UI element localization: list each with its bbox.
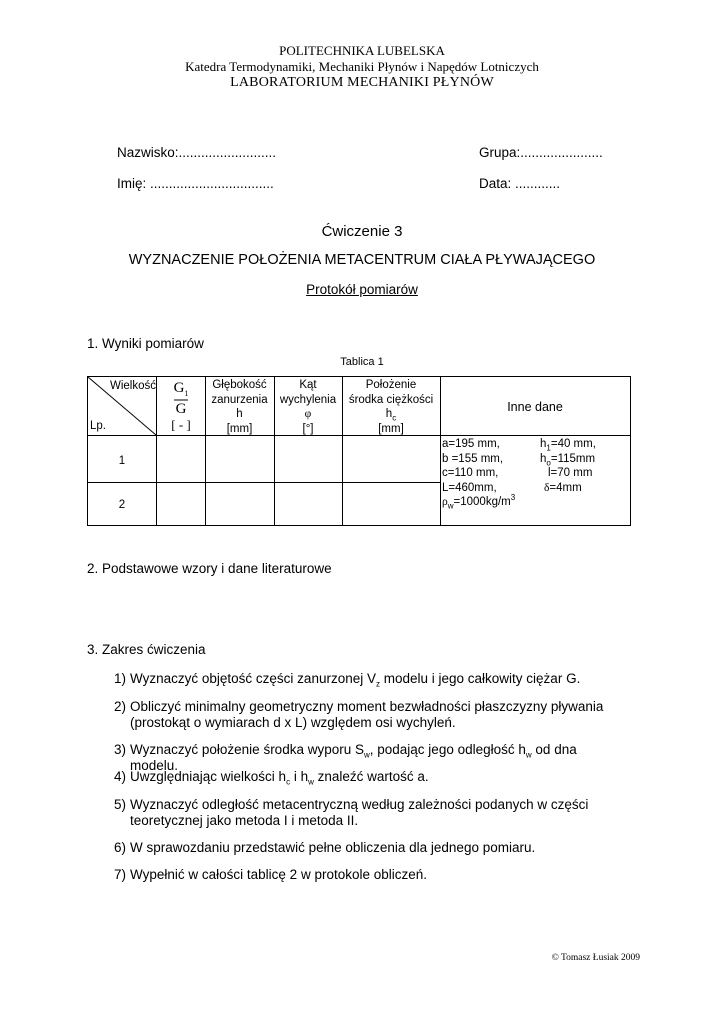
ratio-numerator: $G_1$ (173, 380, 189, 398)
other-data-right: $h_1=40$ mm, $h_o=115mm$ l=70 mm δ=4mm (540, 438, 596, 494)
section-1-heading: 1. Wyniki pomiarów (87, 336, 204, 351)
table-caption: Tablica 1 (340, 356, 384, 368)
surname-field: Nazwisko:.......................... (117, 145, 277, 160)
header-position: Położenie środka ciężkości $h_c$ [mm] (348, 379, 434, 435)
copyright: © Tomasz Łusiak 2009 (551, 953, 640, 963)
measurement-table (87, 376, 631, 526)
ratio-unit: [ - ] (171, 417, 191, 432)
university-name: POLITECHNIKA LUBELSKA (279, 43, 445, 58)
department-name: Katedra Termodynamiki, Mechaniki Płynów i Napędów Lotniczych (185, 59, 539, 74)
section-3-heading: 3. Zakres ćwiczenia (87, 642, 206, 657)
section-2-heading: 2. Podstawowe wzory i dane literaturowe (87, 561, 332, 576)
header-lp: Lp. (90, 420, 106, 432)
header-other-data: Inne dane (507, 400, 563, 414)
protocol-title: Protokół pomiarów (306, 282, 418, 297)
date-field: Data: ............ (479, 176, 561, 191)
ratio-denominator: G (175, 401, 187, 417)
other-data-left: a=195 mm, b =155 mm, c=110 mm, L=460mm, $\rho_w=1000kg/m^3$ (442, 438, 516, 511)
row-number-2: 2 (118, 499, 126, 511)
laboratory-name: LABORATORIUM MECHANIKI PŁYNÓW (230, 75, 494, 90)
header-angle: Kąt wychylenia φ [°] (279, 379, 337, 435)
header-depth: Głębokość zanurzenia h [mm] (211, 379, 268, 435)
header-quantity: Wielkość (109, 380, 156, 392)
row-number-1: 1 (118, 455, 126, 467)
name-field: Imię: ................................. (117, 176, 274, 191)
exercise-topic: WYZNACZENIE POŁOŻENIA METACENTRUM CIAŁA PŁYWAJĄCEGO (128, 252, 596, 268)
exercise-title: Ćwiczenie 3 (321, 223, 403, 240)
group-field: Grupa:...................... (479, 145, 603, 160)
